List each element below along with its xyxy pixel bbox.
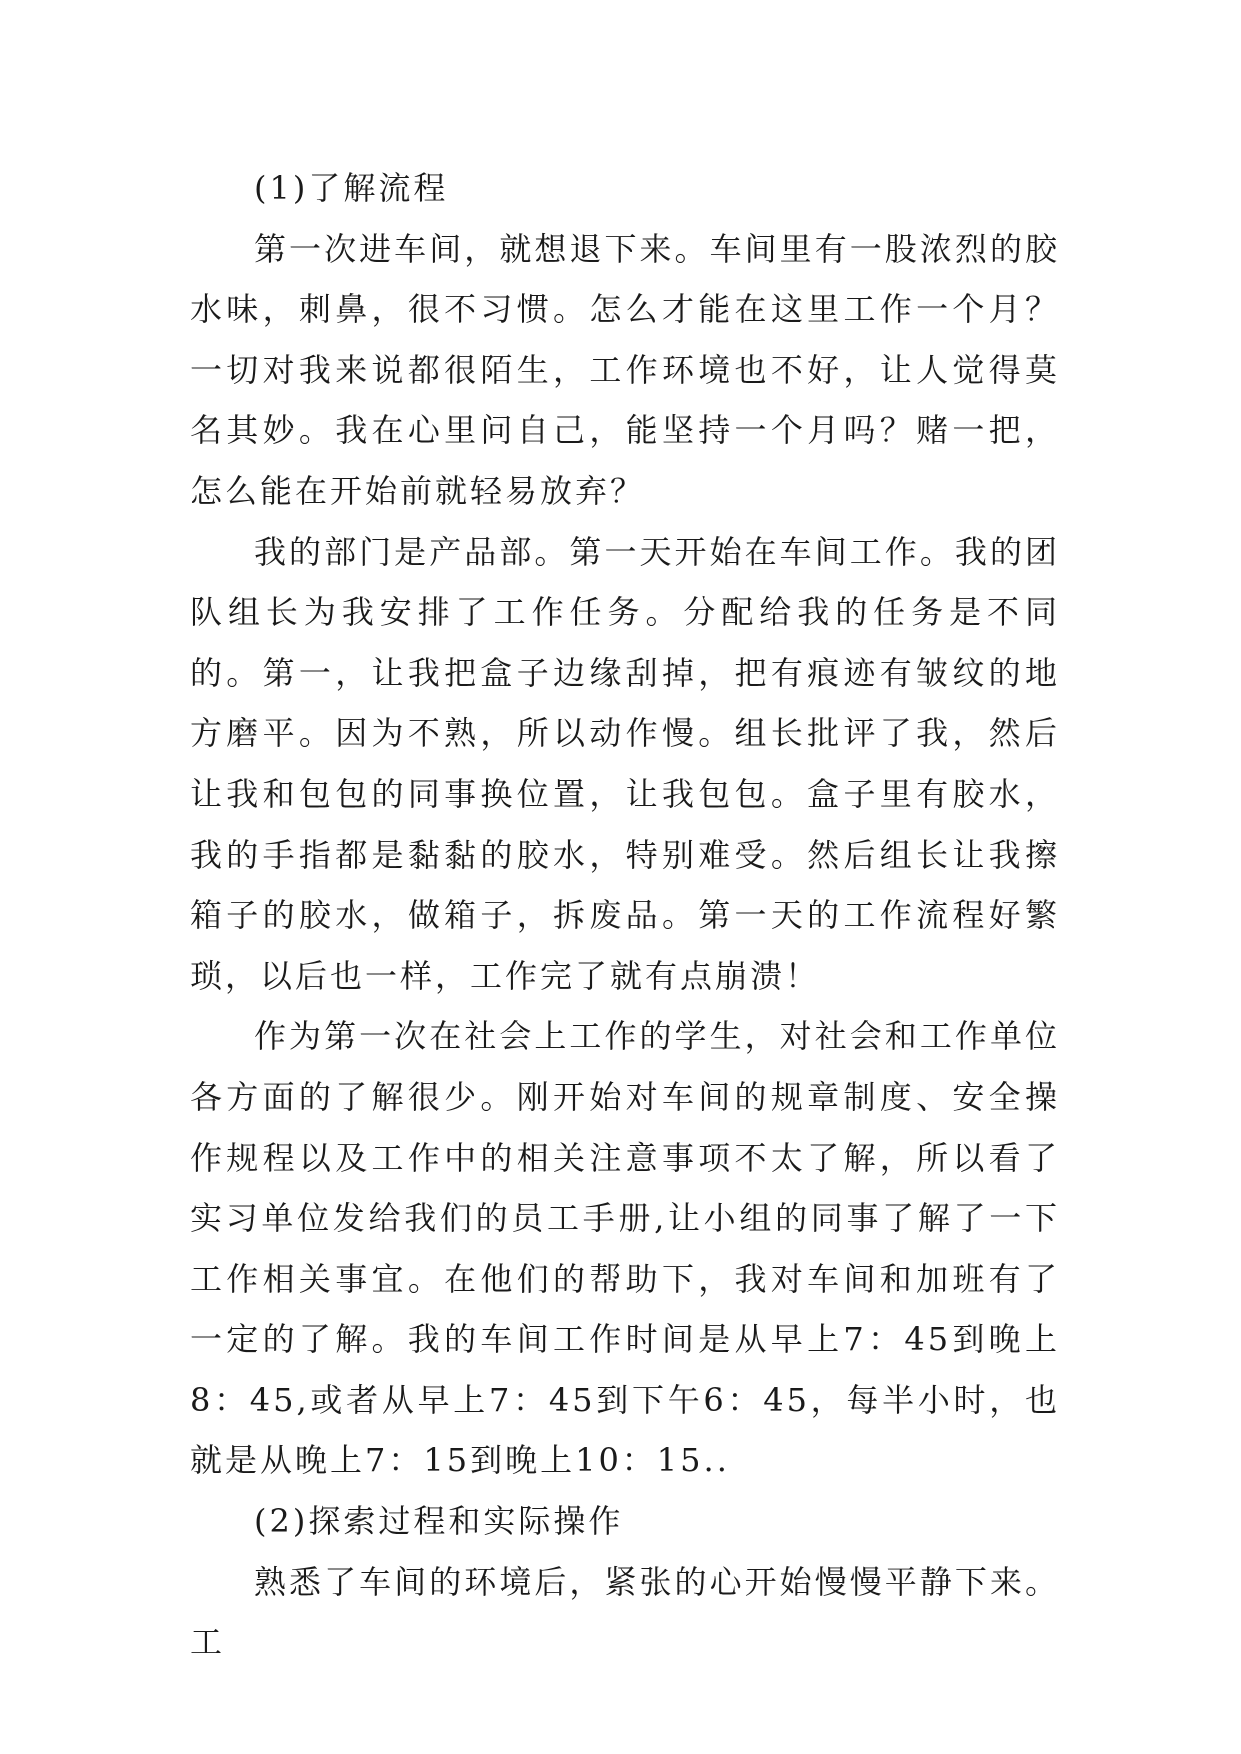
paragraph: 我的部门是产品部。第一天开始在车间工作。我的团队组长为我安排了工作任务。分配给我的任务是不同的。第一，让我把盒子边缘刮掉，把有痕迹有皱纹的地方磨平。因为不熟，所以动作慢。组长批评了我，然后让我和包包的同事换位置，让我包包。盒子里有胶水，我的手指都是黏黏的胶水，特别难受。然后组长让我擦箱子的胶水，做箱子，拆废品。第一天的工作流程好繁琐，以后也一样，工作完了就有点崩溃！: [190, 532, 1060, 995]
section-heading: (2)探索过程和实际操作: [254, 1502, 624, 1541]
section-heading: (1)了解流程: [254, 169, 449, 207]
paragraph: 熟悉了车间的环境后，紧张的心开始慢慢平静下来。工: [190, 1562, 1060, 1662]
document-body: [190, 158, 1060, 1673]
paragraph: 第一次进车间，就想退下来。车间里有一股浓烈的胶水味，刺鼻，很不习惯。怎么才能在这里工作一个月？一切对我来说都很陌生，工作环境也不好，让人觉得莫名其妙。我在心里问自己，能坚持一个月吗？赌一把，怎么能在开始前就轻易放弃？: [190, 229, 1060, 510]
paragraph: 作为第一次在社会上工作的学生，对社会和工作单位各方面的了解很少。刚开始对车间的规章制度、安全操作规程以及工作中的相关注意事项不太了解，所以看了实习单位发给我们的员工手册,让小组的同事了解了一下工作相关事宜。在他们的帮助下，我对车间和加班有了一定的了解。我的车间工作时间是从早上7：45到晚上8：45,或者从早上7：45到下午6：45，每半小时，也就是从晚上7：15到晚上10：15..: [190, 1017, 1060, 1480]
